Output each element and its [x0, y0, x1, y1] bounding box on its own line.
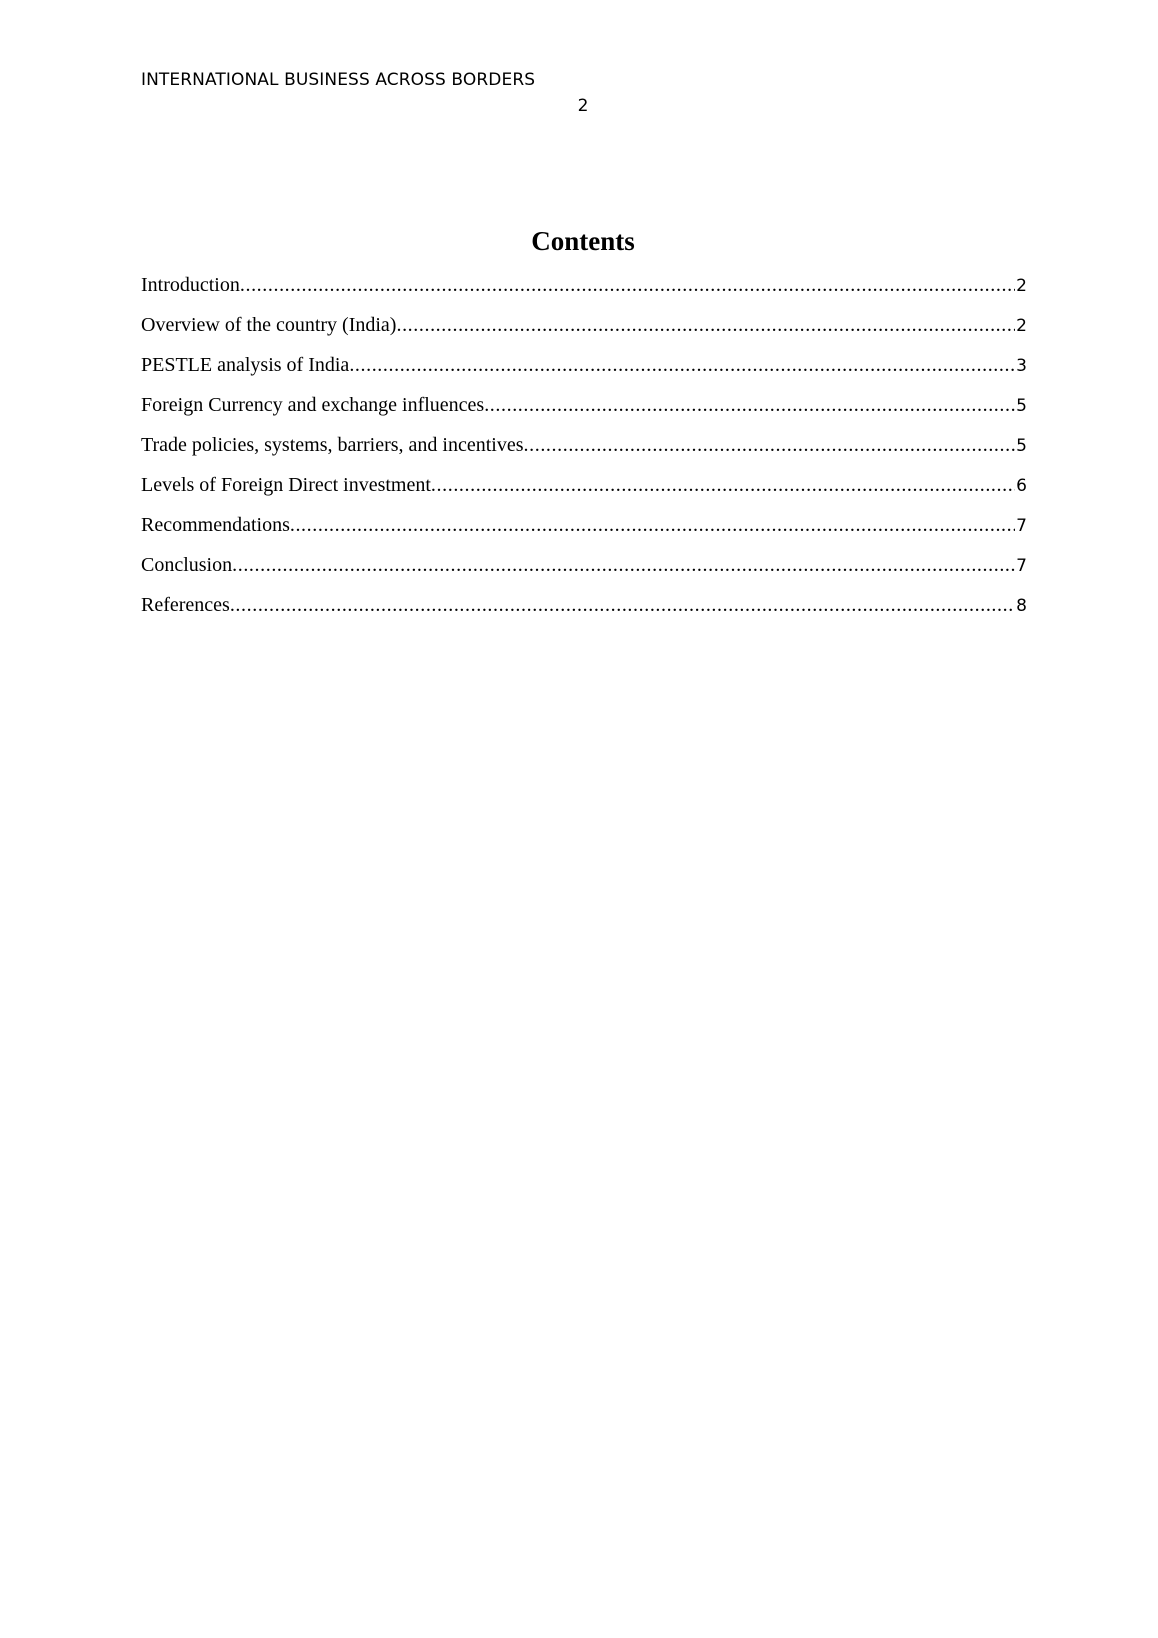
- table-of-contents: [141, 274, 1027, 634]
- toc-heading: Contents: [531, 226, 635, 256]
- toc-entry-page: 7: [1016, 556, 1027, 576]
- toc-entry-label: Introduction: [141, 274, 240, 296]
- toc-entry-page: 8: [1016, 596, 1027, 616]
- toc-entry-page: 2: [1016, 316, 1027, 336]
- toc-entry-page: 7: [1016, 516, 1027, 536]
- toc-entry-fdi[interactable]: [141, 474, 1027, 514]
- toc-entry-page: 6: [1016, 476, 1027, 496]
- toc-entry-trade-policies[interactable]: [141, 434, 1027, 474]
- toc-entry-foreign-currency[interactable]: [141, 394, 1027, 434]
- toc-dot-leader: [240, 274, 1015, 297]
- toc-entry-label: Trade policies, systems, barriers, and incentives: [141, 434, 524, 456]
- toc-dot-leader: [232, 554, 1015, 577]
- toc-entry-conclusion[interactable]: [141, 554, 1027, 594]
- toc-entry-label: Overview of the country (India): [141, 314, 397, 336]
- toc-dot-leader: [349, 354, 1015, 377]
- toc-entry-label: Foreign Currency and exchange influences: [141, 394, 485, 416]
- toc-dot-leader: [230, 594, 1015, 617]
- toc-entry-pestle[interactable]: [141, 354, 1027, 394]
- toc-entry-page: 3: [1016, 356, 1027, 376]
- toc-entry-overview[interactable]: [141, 314, 1027, 354]
- page-number: 2: [577, 96, 589, 116]
- toc-entry-page: 5: [1016, 396, 1027, 416]
- toc-entry-label: Conclusion: [141, 554, 233, 576]
- toc-dot-leader: [290, 514, 1015, 537]
- toc-entry-label: References: [141, 594, 230, 616]
- running-header-title: INTERNATIONAL BUSINESS ACROSS BORDERS: [141, 70, 536, 90]
- toc-entry-label: Levels of Foreign Direct investment: [141, 474, 431, 496]
- toc-dot-leader: [484, 394, 1015, 417]
- toc-entry-page: 5: [1016, 436, 1027, 456]
- toc-entry-introduction[interactable]: [141, 274, 1027, 314]
- toc-entry-label: Recommendations: [141, 514, 290, 536]
- toc-dot-leader: [396, 314, 1015, 337]
- toc-dot-leader: [431, 474, 1015, 497]
- toc-entry-recommendations[interactable]: [141, 514, 1027, 554]
- toc-entry-page: 2: [1016, 276, 1027, 296]
- toc-dot-leader: [524, 434, 1016, 457]
- toc-entry-label: PESTLE analysis of India: [141, 354, 350, 376]
- toc-entry-references[interactable]: [141, 594, 1027, 634]
